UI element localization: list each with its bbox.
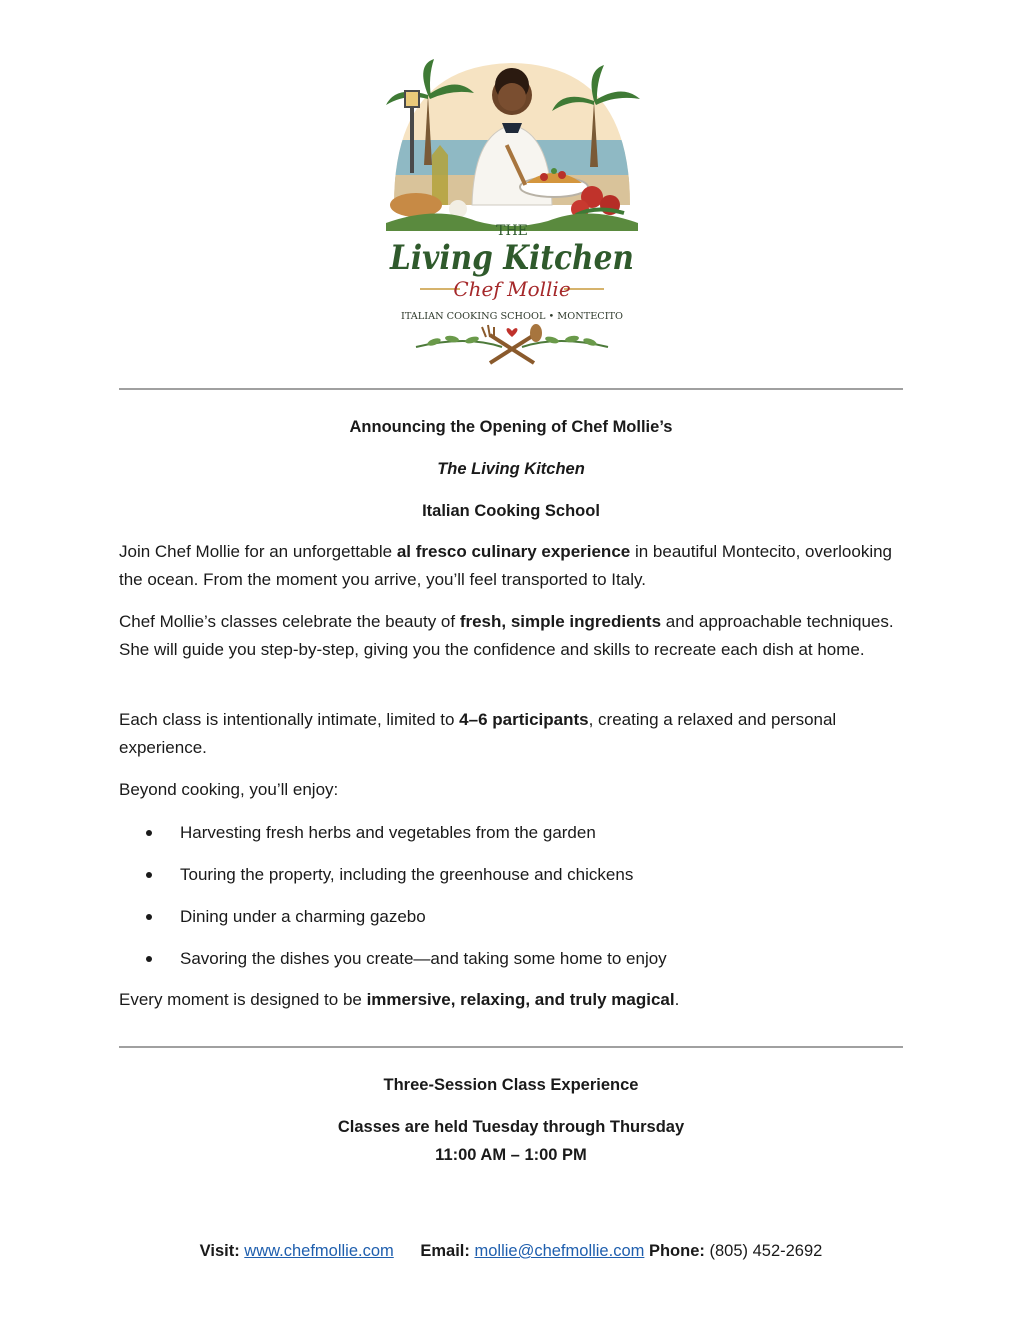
contact-footer xyxy=(119,1240,903,1262)
paragraph-closing: Every moment is designed to be immersive, relaxing, and truly magical. xyxy=(119,990,680,1009)
list-item: Touring the property, including the greenhouse and chickens xyxy=(119,864,903,906)
list-item: Dining under a charming gazebo xyxy=(119,906,903,948)
bullet-icon xyxy=(146,956,152,962)
logo-living-kitchen: Living Kitchen xyxy=(389,238,634,278)
divider-top xyxy=(119,388,903,390)
list-item: Savoring the dishes you create—and taking some home to enjoy xyxy=(119,948,903,990)
fork-spoon-icon xyxy=(416,324,608,363)
announcement-heading: Announcing the Opening of Chef Mollie’s xyxy=(349,418,673,436)
school-logo xyxy=(376,55,648,373)
bullet-icon xyxy=(146,830,152,836)
phone-label: Phone: xyxy=(648,1242,705,1260)
website-link[interactable]: www.chefmollie.com xyxy=(244,1242,394,1260)
email-label: Email: xyxy=(420,1242,470,1260)
logo-chef-mollie: Chef Mollie xyxy=(453,277,571,301)
bullet-icon xyxy=(146,914,152,920)
paragraph-intro: Join Chef Mollie for an unforgettable al fresco culinary experience in beautiful Montecito, overlooking the ocean. From the moment you arrive, you’ll feel transported to Italy. xyxy=(119,542,892,589)
schedule-title: Three-Session Class Experience xyxy=(383,1076,639,1094)
paragraph-class-size: Each class is intentionally intimate, limited to 4–6 participants, creating a relaxed and personal experience. xyxy=(119,710,837,757)
list-item: Harvesting fresh herbs and vegetables from the garden xyxy=(119,822,903,864)
announcement-subtitle: Italian Cooking School xyxy=(422,502,600,520)
schedule-days: Classes are held Tuesday through Thursday xyxy=(337,1118,685,1136)
logo-the: THE xyxy=(496,223,528,239)
bullet-icon xyxy=(146,872,152,878)
paragraph-ingredients: Chef Mollie’s classes celebrate the beauty of fresh, simple ingredients and approachable techniques. She will guide you step-by-step, giving you the confidence and skills to recreate each dish at home. xyxy=(119,612,894,659)
announcement-title: The Living Kitchen xyxy=(437,460,585,478)
activities-list xyxy=(119,822,903,990)
email-link[interactable]: mollie@chefmollie.com xyxy=(474,1242,645,1260)
phone-number: (805) 452-2692 xyxy=(709,1242,823,1260)
paragraph-beyond-cooking: Beyond cooking, you’ll enjoy: xyxy=(119,780,339,799)
logo-tagline: ITALIAN COOKING SCHOOL • MONTECITO xyxy=(401,312,623,322)
divider-bottom xyxy=(119,1046,903,1048)
schedule-time: 11:00 AM – 1:00 PM xyxy=(435,1146,587,1164)
visit-label: Visit: xyxy=(199,1242,240,1260)
